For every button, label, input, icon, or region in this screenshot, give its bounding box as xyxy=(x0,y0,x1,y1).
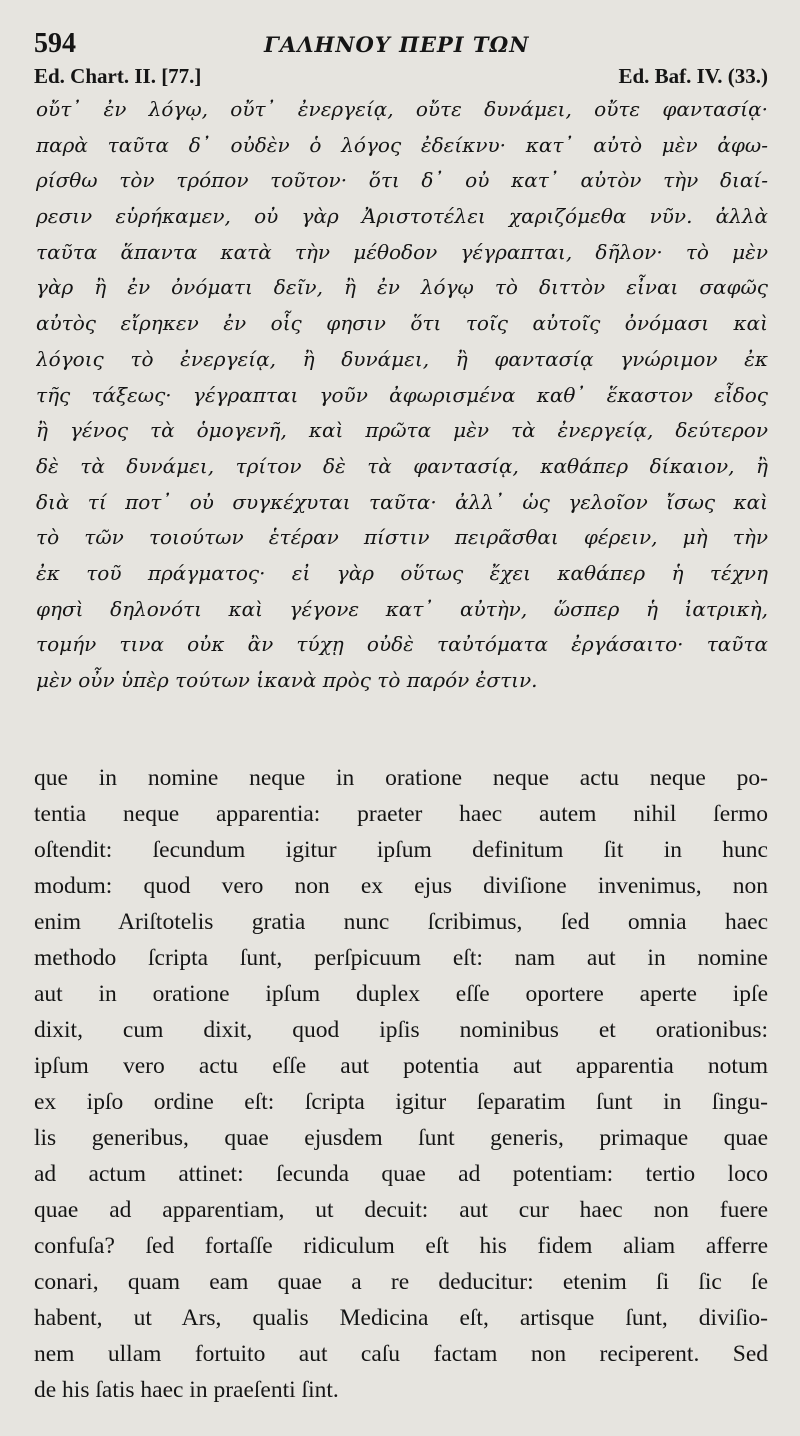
greek-line: παρὰ ταῦτα δ᾽ οὐδὲν ὁ λόγος ἐδείκνυ· κατ᾽ αὐτὸ μὲν ἀφω- xyxy=(36,132,768,157)
latin-line: tentia neque apparentia: praeter haec autem nihil ſermo xyxy=(34,801,768,827)
latin-line: oſtendit: ſecundum igitur ipſum definitum ſit in hunc xyxy=(34,837,768,863)
page-header xyxy=(34,28,774,62)
greek-line: αὐτὸς εἴρηκεν ἐν οἷς φησιν ὅτι τοῖς αὐτοῖς ὀνόμασι καὶ xyxy=(36,311,768,336)
latin-line: habent, ut Ars, qualis Medicina eſt, artisque ſunt, diviſio- xyxy=(34,1305,768,1331)
latin-line: quae ad apparentiam, ut decuit: aut cur haec non fuere xyxy=(34,1197,768,1223)
edition-chartier-ref: Ed. Chart. II. [77.] xyxy=(34,64,202,88)
latin-line: confuſa? ſed fortaſſe ridiculum eſt his fidem aliam afferre xyxy=(34,1233,768,1259)
greek-line: οὔτ᾽ ἐν λόγῳ, οὔτ᾽ ἐνεργείᾳ, οὔτε δυνάμει, οὔτε φαντασίᾳ· xyxy=(36,97,768,121)
greek-line: μὲν οὖν ὑπὲρ τούτων ἱκανὰ πρὸς τὸ παρόν ἐστιν. xyxy=(36,668,538,692)
greek-line: ρίσθω τὸν τρόπον τοῦτον· ὅτι δ᾽ οὐ κατ᾽ αὐτὸν τὴν διαί- xyxy=(36,168,768,193)
latin-line: aut in oratione ipſum duplex eſſe oportere aperte ipſe xyxy=(34,981,768,1007)
greek-line: διὰ τί ποτ᾽ οὐ συγκέχυται ταῦτα· ἀλλ᾽ ὡς γελοῖον ἴσως καὶ xyxy=(36,489,768,514)
latin-line: de his ſatis haec in praeſenti ſint. xyxy=(34,1377,339,1403)
latin-line: modum: quod vero non ex ejus diviſione invenimus, non xyxy=(34,873,768,899)
greek-text xyxy=(36,92,768,699)
latin-line: ipſum vero actu eſſe aut potentia aut apparentia notum xyxy=(34,1053,768,1079)
greek-line: ρεσιν εὑρήκαμεν, οὐ γὰρ Ἀριστοτέλει χαριζόμεθα νῦν. ἀλλὰ xyxy=(36,204,768,229)
greek-line: δὲ τὰ δυνάμει, τρίτον δὲ τὰ φαντασίᾳ, καθάπερ δίκαιον, ἢ xyxy=(36,453,768,478)
latin-line: que in nomine neque in oratione neque actu neque po- xyxy=(34,765,768,791)
greek-line: ἢ γένος τὰ ὁμογενῆ, καὶ πρῶτα μὲν τὰ ἐνεργείᾳ, δεύτερον xyxy=(36,418,768,443)
greek-line: ἐκ τοῦ πράγματος· εἰ γὰρ οὕτως ἔχει καθάπερ ἡ τέχνη xyxy=(36,560,768,585)
latin-line: ex ipſo ordine eſt: ſcripta igitur ſeparatim ſunt in ſingu- xyxy=(34,1089,768,1115)
running-title: ΓΑΛΗΝΟΥ ΠΕΡΙ ΤΩΝ xyxy=(264,32,530,57)
latin-line: lis generibus, quae ejusdem ſunt generis, primaque quae xyxy=(34,1125,768,1151)
greek-line: ταῦτα ἅπαντα κατὰ τὴν μέθοδον γέγραπται, δῆλον· τὸ μὲν xyxy=(36,239,768,264)
greek-line: γὰρ ἢ ἐν ὀνόματι δεῖν, ἢ ἐν λόγῳ τὸ διττὸν εἶναι σαφῶς xyxy=(36,275,768,300)
greek-line: τὸ τῶν τοιούτων ἑτέραν πίστιν πειρᾶσθαι φέρειν, μὴ τὴν xyxy=(36,525,768,550)
latin-line: ad actum attinet: ſecunda quae ad potentiam: tertio loco xyxy=(34,1161,768,1187)
latin-line: methodo ſcripta ſunt, perſpicuum eſt: nam aut in nomine xyxy=(34,945,768,971)
latin-line: nem ullam fortuito aut caſu factam non reciperent. Sed xyxy=(34,1341,768,1367)
greek-line: τῆς τάξεως· γέγραπται γοῦν ἀφωρισμένα καθ᾽ ἕκαστον εἶδος xyxy=(36,382,768,407)
greek-line: λόγοις τὸ ἐνεργείᾳ, ἢ δυνάμει, ἢ φαντασίᾳ γνώριμον ἐκ xyxy=(36,346,768,371)
greek-line: τομήν τινα οὐκ ἂν τύχῃ οὐδὲ ταὐτόματα ἐργάσαιτο· ταῦτα xyxy=(36,632,768,657)
latin-line: dixit, cum dixit, quod ipſis nominibus et orationibus: xyxy=(34,1017,768,1043)
edition-basel-ref: Ed. Baf. IV. (33.) xyxy=(618,64,768,88)
page-number: 594 xyxy=(34,28,76,59)
edition-references xyxy=(34,64,768,92)
latin-text xyxy=(34,760,768,1408)
greek-line: φησὶ δηλονότι καὶ γέγονε κατ᾽ αὐτὴν, ὥσπερ ἡ ἰατρικὴ, xyxy=(36,596,768,621)
latin-line: conari, quam eam quae a re deducitur: etenim ſi ſic ſe xyxy=(34,1269,768,1295)
latin-line: enim Ariſtotelis gratia nunc ſcribimus, ſed omnia haec xyxy=(34,909,768,935)
